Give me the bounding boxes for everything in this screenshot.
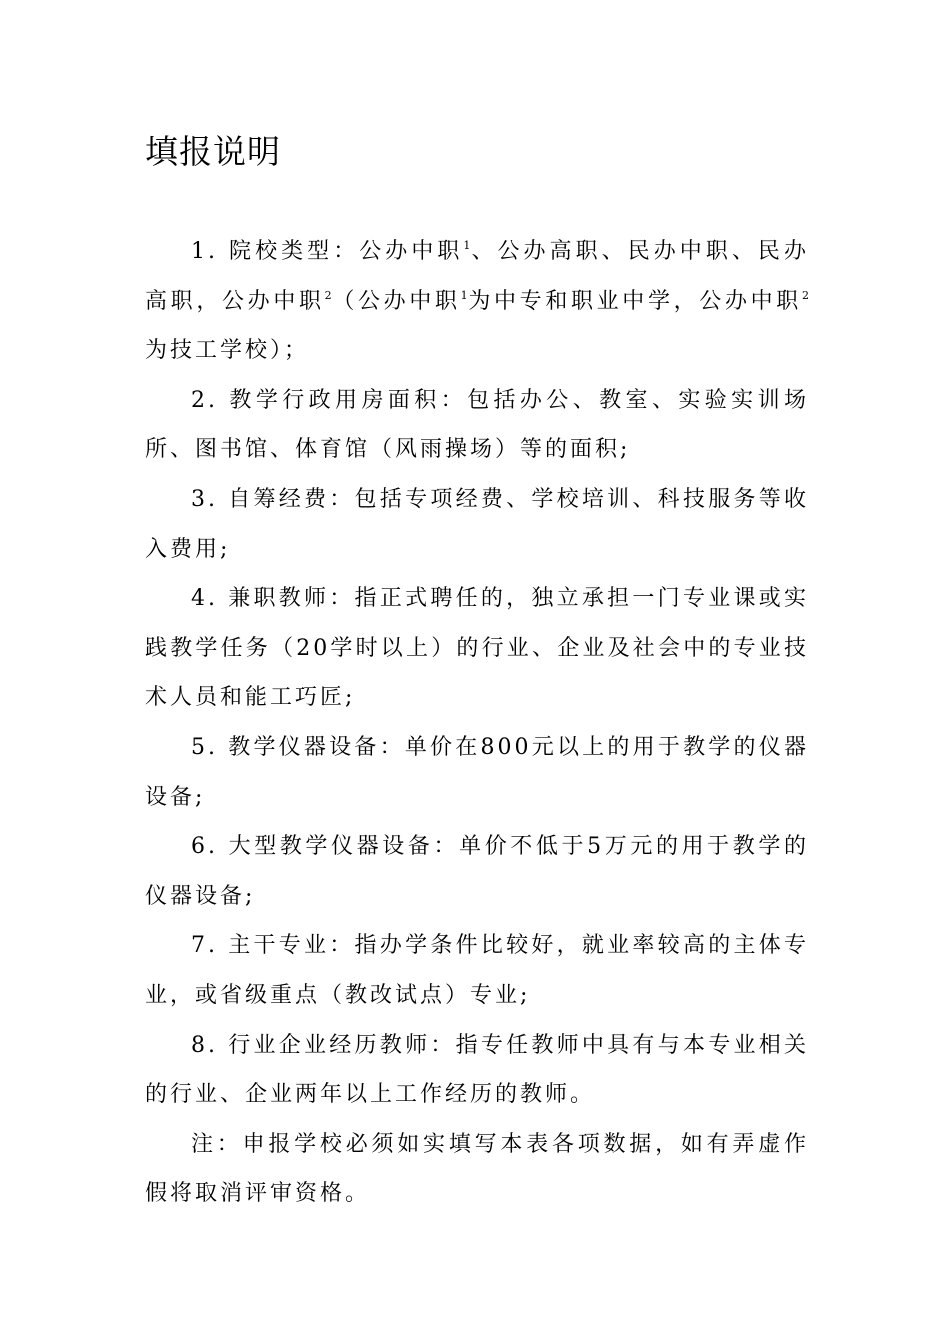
item-text: 大型教学仪器设备：单价不低于5万元的用于教学的仪器设备;	[145, 834, 809, 909]
item-number: 3.	[191, 486, 218, 512]
item-text: 兼职教师：指正式聘任的，独立承担一门专业课或实践教学任务（20学时以上）的行业、企业及社会中的专业技术人员和能工巧匠;	[145, 586, 809, 711]
instruction-item-8	[145, 1021, 809, 1120]
item-text: 教学仪器设备：单价在800元以上的用于教学的仪器设备;	[145, 734, 809, 810]
instruction-item-4	[145, 574, 809, 723]
item-text: （公办中职	[331, 288, 461, 314]
item-number: 6.	[191, 834, 218, 860]
superscript: 1	[463, 239, 471, 252]
instruction-item-6	[145, 822, 809, 921]
instruction-item-3	[145, 475, 809, 574]
item-text: 、公办高职、民办中职、民办高职，公办中职	[145, 239, 809, 314]
instruction-item-7	[145, 921, 809, 1020]
item-text: 自筹经费：包括专项经费、学校培训、科技服务等收入费用;	[145, 486, 809, 562]
item-text: 行业企业经历教师：指专任教师中具有与本专业相关的行业、企业两年以上工作经历的教师。	[145, 1032, 809, 1108]
superscript: 2	[801, 288, 809, 302]
item-number: 8.	[191, 1032, 218, 1058]
instruction-item-1	[145, 227, 809, 376]
item-text: 为中专和职业中学，公办中职	[467, 288, 802, 314]
item-text: 院校类型：公办中职	[228, 239, 464, 264]
item-number: 5.	[191, 734, 218, 760]
page-title: 填报说明	[145, 132, 281, 171]
item-text: 为技工学校）；	[145, 338, 310, 364]
superscript: 2	[324, 288, 332, 302]
note-paragraph: 注：申报学校必须如实填写本表各项数据，如有弄虚作假将取消评审资格。	[145, 1131, 809, 1207]
instruction-item-2	[145, 376, 809, 475]
item-number: 1.	[191, 239, 218, 264]
superscript: 1	[460, 288, 468, 302]
item-number: 4.	[191, 586, 218, 612]
instruction-item-5	[145, 723, 809, 822]
item-number: 7.	[191, 933, 218, 959]
instruction-list	[145, 227, 809, 1219]
item-number: 2.	[191, 387, 218, 413]
item-text: 教学行政用房面积：包括办公、教室、实验实训场所、图书馆、体育馆（风雨操场）等的面积;	[145, 387, 809, 463]
item-text: 主干专业：指办学条件比较好，就业率较高的主体专业，或省级重点（教改试点）专业;	[145, 933, 809, 1008]
